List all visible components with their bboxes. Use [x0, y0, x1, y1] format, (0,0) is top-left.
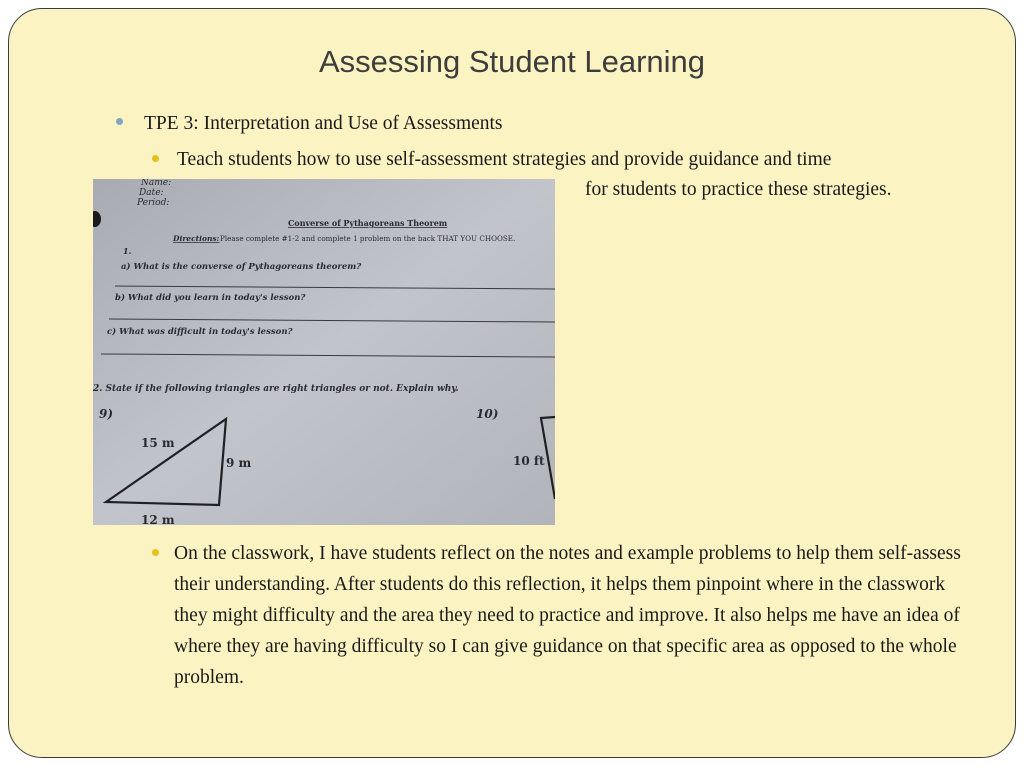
ws-side-12m: 12 m [141, 513, 175, 525]
paper-surface [93, 179, 555, 525]
ws-side-10ft: 10 ft [513, 454, 545, 468]
ws-problem-10: 10) [476, 407, 499, 421]
ws-name-label: Name: [141, 179, 172, 188]
sub-bullet-classwork-reflection: On the classwork, I have students reflect on the notes and example problems to help them self-assess their understanding. After students do this reflection, it helps them pinpoint where in the classwork they might difficulty and the area they need to practice and improve. It also helps me have an idea of where they are having difficulty so I can give guidance on that specific area as opposed to the whole problem. [174, 543, 961, 688]
ws-side-9m: 9 m [226, 456, 252, 470]
sub-bullet-self-assessment-line2: for students to practice these strategies. [585, 179, 892, 200]
ws-directions-text: Please complete #1-2 and complete 1 problem on the back THAT YOU CHOOSE. [220, 234, 516, 243]
ws-q1c: c) What was difficult in today's lesson? [107, 327, 293, 337]
worksheet-photo [93, 179, 555, 525]
sub-bullet-marker [152, 549, 159, 556]
slide-title: Assessing Student Learning [318, 44, 706, 79]
ws-directions-label: Directions: [173, 234, 220, 243]
bullet-marker [116, 118, 123, 125]
sub-bullet-marker [152, 155, 159, 162]
ws-q1: 1. [123, 246, 132, 256]
ws-problem-9: 9) [99, 407, 114, 421]
ws-side-15m: 15 m [141, 436, 175, 450]
ws-q2: 2. State if the following triangles are right triangles or not. Explain why. [93, 384, 459, 394]
ws-period-label: Period: [137, 198, 170, 208]
sub-bullet-self-assessment-line1: Teach students how to use self-assessment strategies and provide guidance and time [177, 149, 832, 170]
ws-q1a: a) What is the converse of Pythagoreans theorem? [121, 262, 362, 272]
ws-q1b: b) What did you learn in today's lesson? [115, 293, 306, 303]
ws-heading: Converse of Pythagoreans Theorem [288, 218, 448, 228]
ws-date-label: Date: [139, 188, 164, 198]
bullet-tpe3: TPE 3: Interpretation and Use of Assessments [144, 113, 503, 134]
